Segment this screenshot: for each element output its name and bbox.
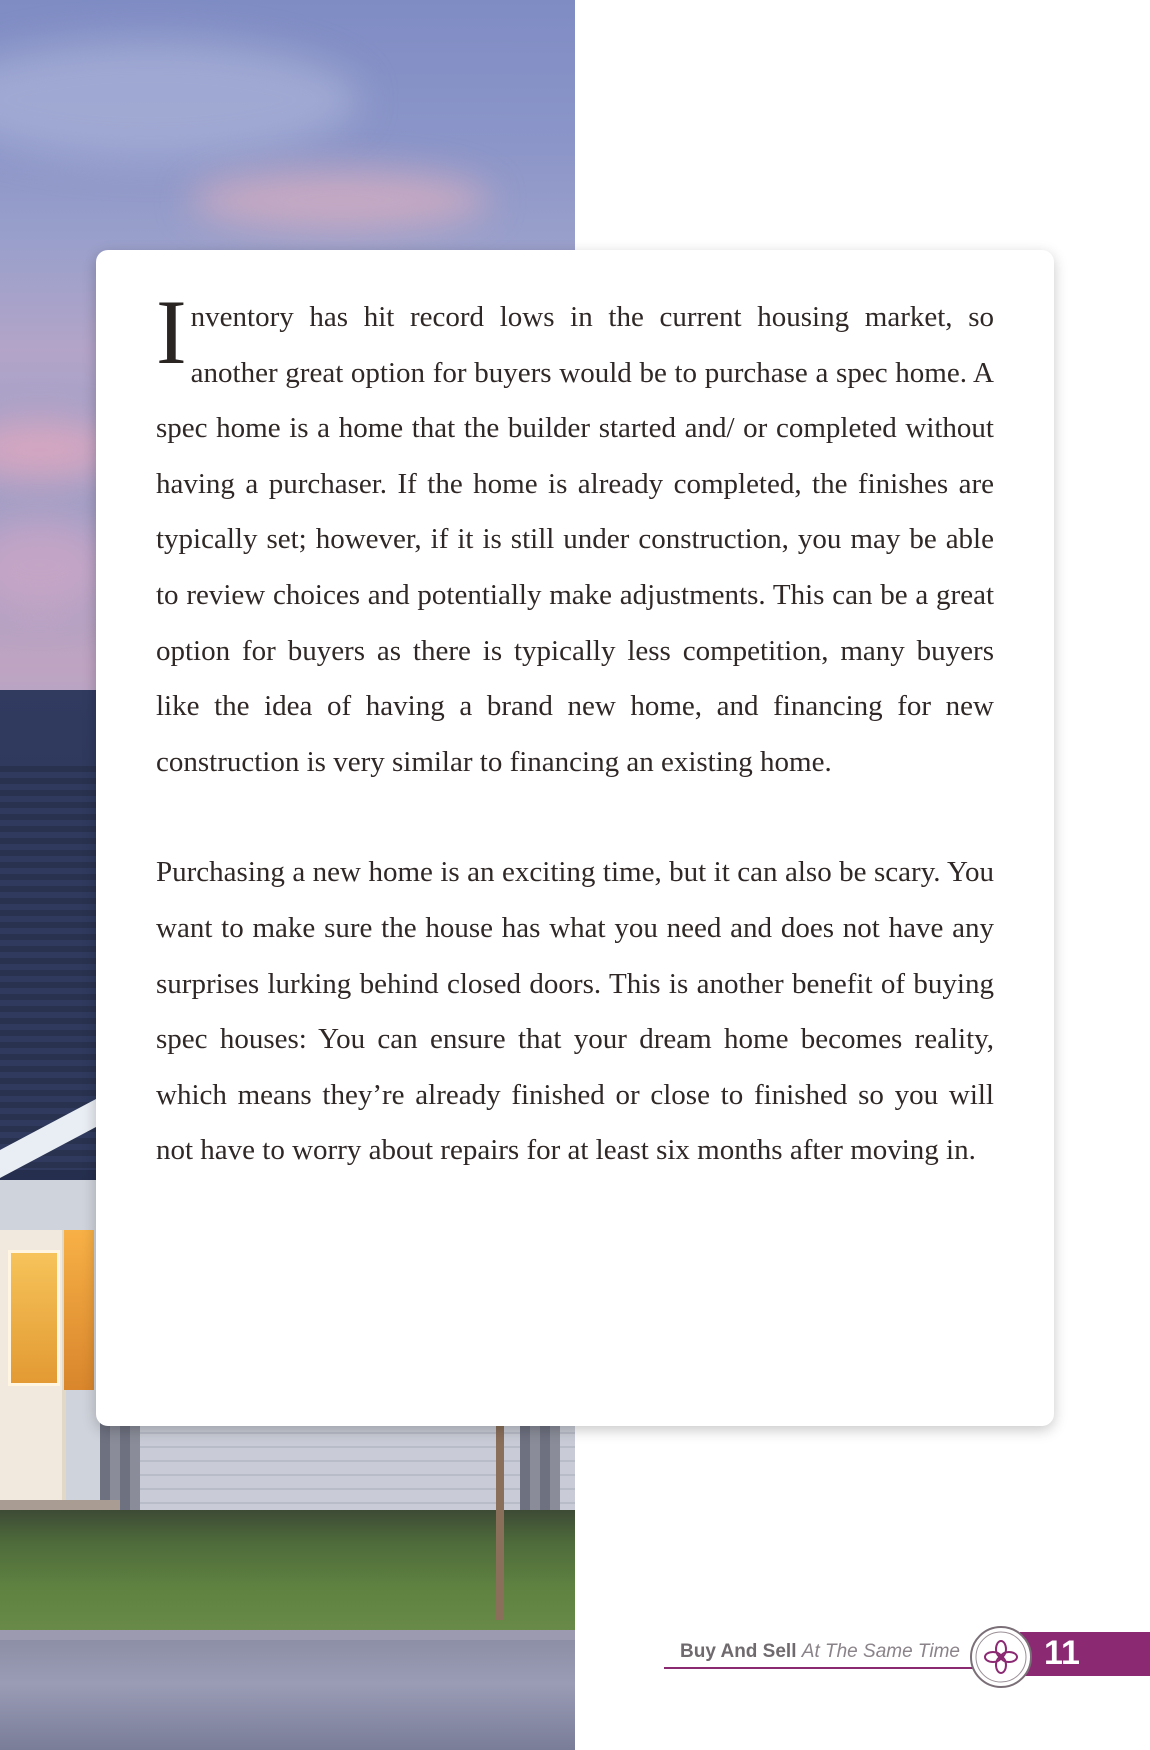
page-number-tab <box>1020 1632 1150 1676</box>
paragraph-1 <box>156 281 994 790</box>
company-logo-seal <box>970 1626 1032 1688</box>
drop-cap: I <box>156 281 187 383</box>
page-number: 11 <box>1044 1634 1080 1672</box>
footer-title-bold: Buy And Sell <box>680 1641 797 1662</box>
footer-title <box>680 1641 960 1663</box>
content-card <box>96 250 1054 1426</box>
paragraph-2: Purchasing a new home is an exciting time, but it can also be scary. You want to make sure the house has what you need and does not have any surprises lurking behind closed doors. This is another benefit of buying spec houses: You can ensure that your dream home becomes reality, which means they’re already finished or close to finished so you will not have to worry about repairs for at least six months after moving in. <box>156 856 994 1167</box>
article-body <box>156 281 994 1234</box>
front-door <box>0 1230 66 1500</box>
footer-rule <box>664 1667 974 1669</box>
paragraph-1-text: nventory has hit record lows in the current housing market, so another great option for buyers would be to purchase a spec home. A spec home is a home that the builder started and/ or completed without having a purchaser. If the home is already completed, the finishes are typically set; however, if it is still under construction, you may be able to review choices and potentially make adjustments. This can be a great option for buyers as there is typically less competition, many buyers like the idea of having a brand new home, and financing for new construction is very similar to financing an existing home. <box>156 301 994 778</box>
footer-title-italic: At The Same Time <box>801 1641 960 1662</box>
flower-logo-icon <box>972 1628 1030 1686</box>
